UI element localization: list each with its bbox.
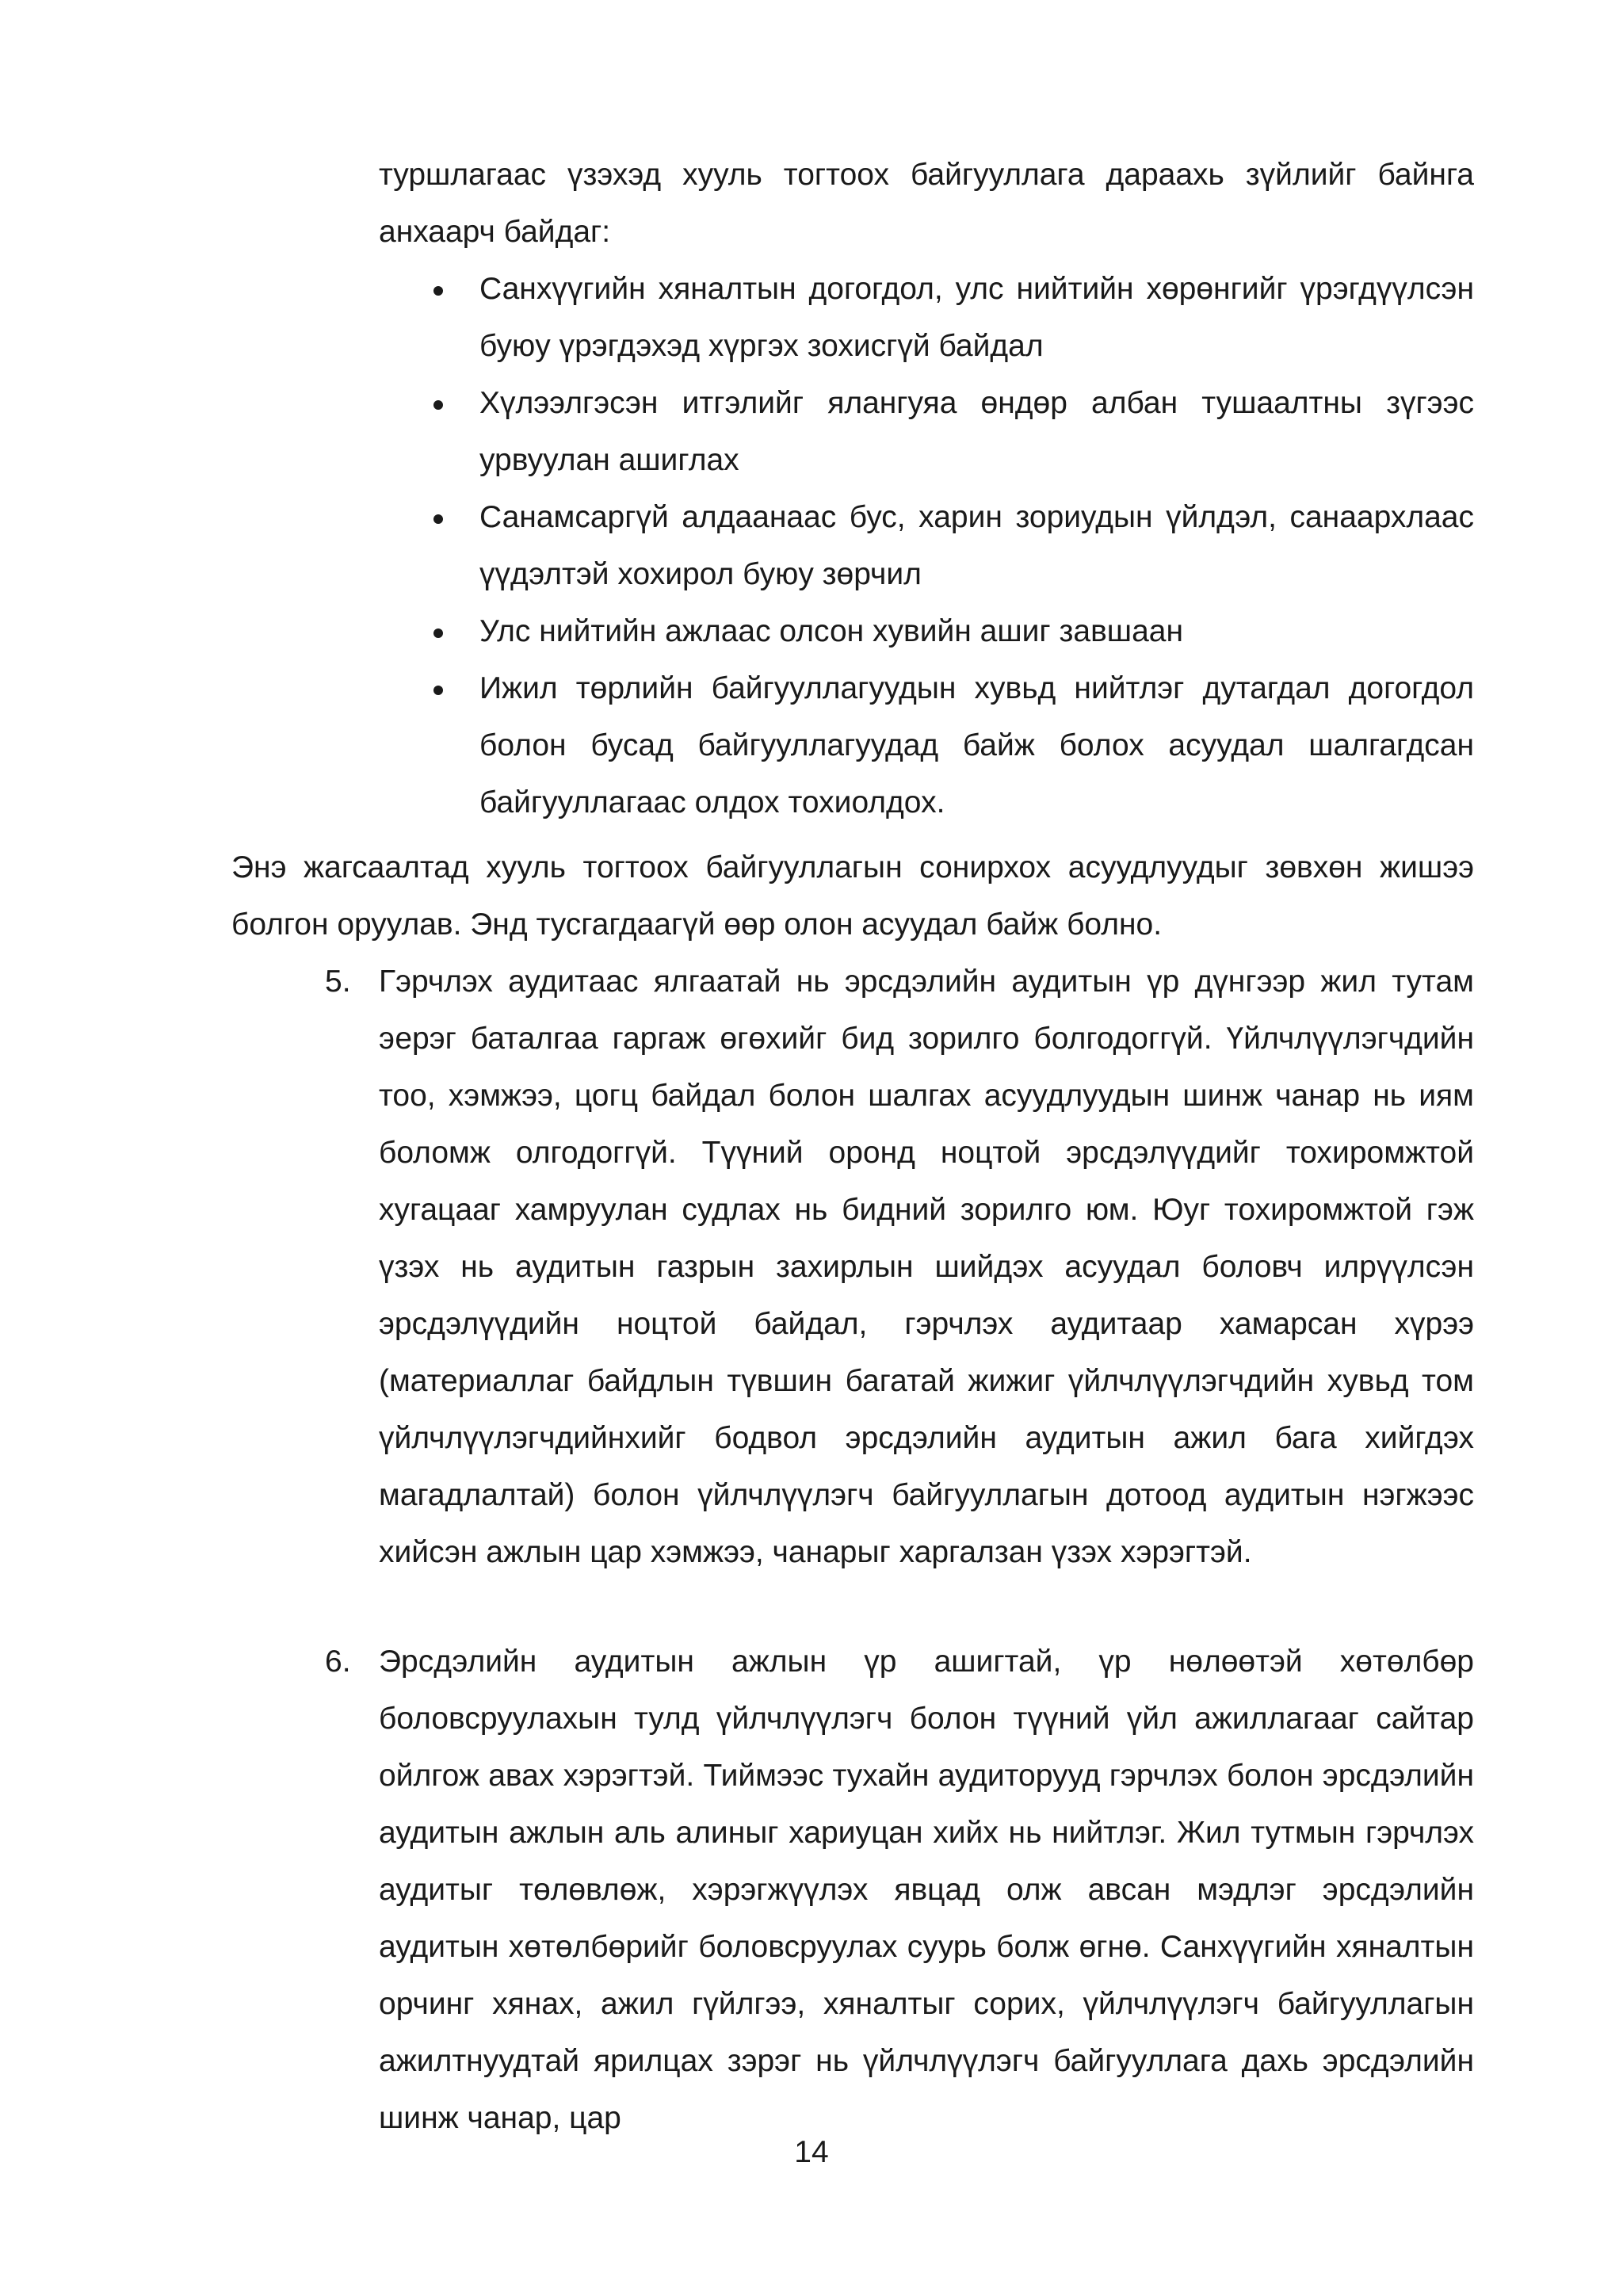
item-text: Эрсдэлийн аудитын ажлын үр ашигтай, үр нөлөөтэй хөтөлбөр боловсруулахын тулд үйлчлүүлэгч болон түүний үйл ажиллагааг сайтар ойлгож авах хэрэгтэй. Тиймээс тухайн аудиторууд гэрчлэх болон эрсдэлийн аудитын ажлын аль алиныг хариуцан хийх нь нийтлэг. Жил тутмын гэрчлэх аудитыг төлөвлөж, хэрэгжүүлэх явцад олж авсан мэдлэг эрсдэлийн аудитын хөтөлбөрийг боловсруулах суурь болж өгнө. Санхүүгийн хяналтын орчинг хянах, ажил гүйлгээ, хяналтыг сорих, үйлчлүүлэгч байгууллагын ажилтнуудтай ярилцах зэрэг нь үйлчлүүлэгч байгууллага дахь эрсдэлийн шинж чанар, цар bbox=[379, 1645, 1474, 2135]
bullet-icon bbox=[426, 489, 450, 546]
summary-paragraph: Энэ жагсаалтад хууль тогтоох байгууллагын сонирхох асуудлуудыг зөвхөн жишээ болгон оруулав. Энд тусгагдаагүй өөр олон асуудал байж болно. bbox=[231, 850, 1474, 942]
list-item-text: Хүлээлгэсэн итгэлийг ялангуяа өндөр албан тушаалтны зүгээс урвуулан ашиглах bbox=[479, 386, 1474, 477]
item-number: 5. bbox=[325, 965, 351, 999]
list-item bbox=[379, 261, 1474, 375]
numbered-item bbox=[325, 953, 1474, 1581]
bullet-icon bbox=[426, 603, 450, 660]
page-number: 14 bbox=[794, 2135, 829, 2169]
numbered-item bbox=[325, 1633, 1474, 2147]
concern-list bbox=[379, 261, 1474, 831]
intro-paragraph: туршлагаас үзэхэд хууль тогтоох байгууллага дараахь зүйлийг байнга анхаарч байдаг: bbox=[379, 158, 1474, 249]
numbered-section-5 bbox=[325, 953, 1474, 1581]
list-item bbox=[379, 489, 1474, 603]
bullet-icon bbox=[426, 660, 450, 717]
list-item-text: Санхүүгийн хяналтын догогдол, улс нийтийн хөрөнгийг үрэгдүүлсэн буюу үрэгдэхэд хүргэх зохисгүй байдал bbox=[479, 272, 1474, 363]
list-item-text: Ижил төрлийн байгууллагуудын хувьд нийтлэг дутагдал догогдол болон бусад байгууллагуудад байж болох асуудал шалгагдсан байгууллагаас олдох тохиолдох. bbox=[479, 671, 1474, 819]
list-item bbox=[379, 603, 1474, 660]
numbered-section-6 bbox=[325, 1633, 1474, 2147]
list-item bbox=[379, 375, 1474, 489]
list-item bbox=[379, 660, 1474, 831]
item-number: 6. bbox=[325, 1645, 351, 1679]
list-item-text: Санамсаргүй алдаанаас бус, харин зориудын үйлдэл, санаархлаас үүдэлтэй хохирол буюу зөрчил bbox=[479, 500, 1474, 591]
bullet-icon bbox=[426, 261, 450, 318]
bullet-icon bbox=[426, 375, 450, 432]
list-item-text: Улс нийтийн ажлаас олсон хувийн ашиг завшаан bbox=[479, 614, 1183, 648]
item-text: Гэрчлэх аудитаас ялгаатай нь эрсдэлийн аудитын үр дүнгээр жил тутам эерэг баталгаа гаргаж өгөхийг бид зорилго болгодоггүй. Үйлчлүүлэгчдийн тоо, хэмжээ, цогц байдал болон шалгах асуудлуудын шинж чанар нь иям боломж олгодоггүй. Түүний оронд ноцтой эрсдэлүүдийг тохиромжтой хугацааг хамруулан судлах нь бидний зорилго юм. Юуг тохиромжтой гэж үзэх нь аудитын газрын захирлын шийдэх асуудал боловч илрүүлсэн эрсдэлүүдийн ноцтой байдал, гэрчлэх аудитаар хамарсан хүрээ (материаллаг байдлын түвшин багатай жижиг үйлчлүүлэгчдийн хувьд том үйлчлүүлэгчдийнхийг бодвол эрсдэлийн аудитын ажил бага хийгдэх магадлалтай) болон үйлчлүүлэгч байгууллагын дотоод аудитын нэгжээс хийсэн ажлын цар хэмжээ, чанарыг харгалзан үзэх хэрэгтэй. bbox=[379, 965, 1474, 1569]
